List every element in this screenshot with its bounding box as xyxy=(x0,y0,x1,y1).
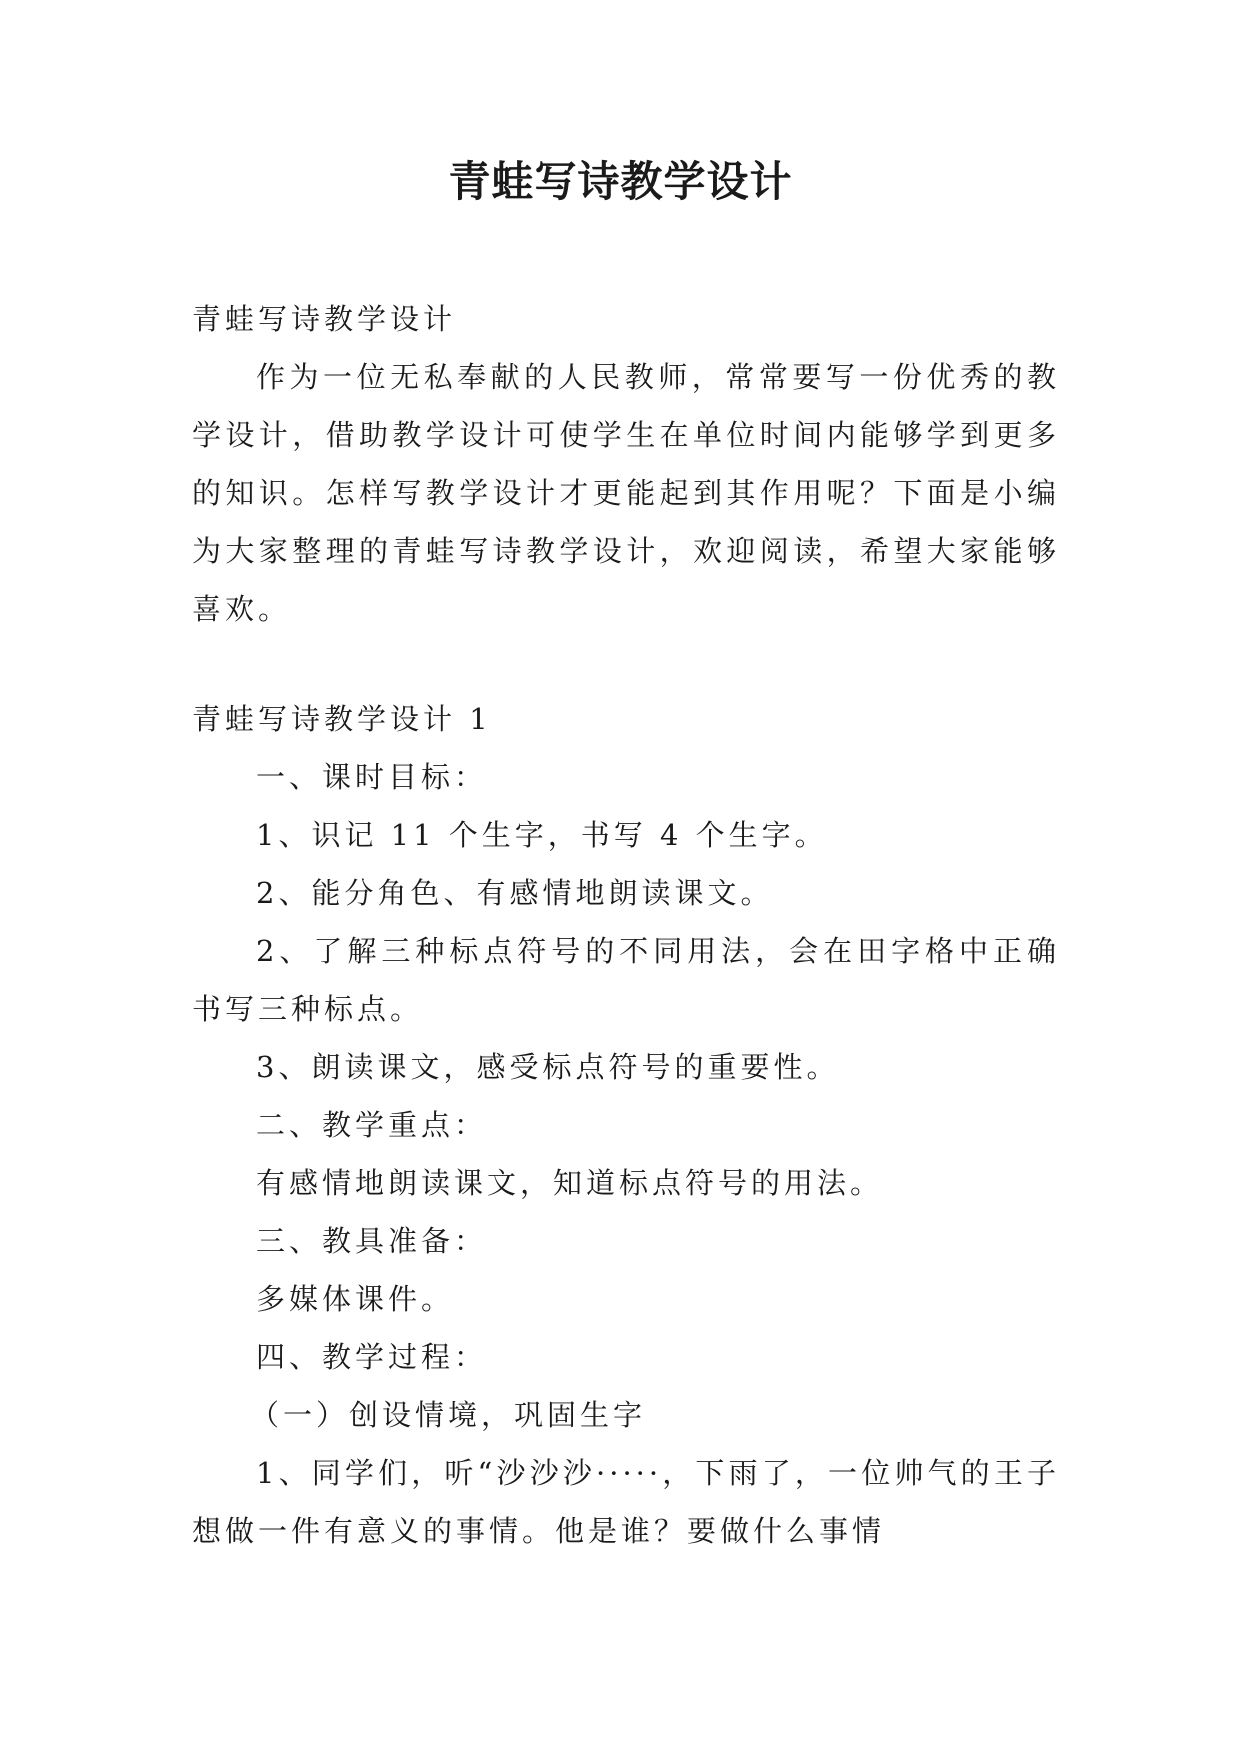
document-body xyxy=(192,290,1060,1560)
process-step-1-heading: （一）创设情境，巩固生字 xyxy=(250,1398,647,1432)
heading-teaching-focus: 二、教学重点： xyxy=(256,1108,488,1142)
document-title: 青蛙写诗教学设计 xyxy=(448,157,793,206)
heading-teaching-process: 四、教学过程： xyxy=(256,1340,488,1374)
process-step-1-text: 1、同学们，听“沙沙沙·····，下雨了，一位帅气的王子想做一件有意义的事情。他是谁？要做什么事情 xyxy=(192,1456,1060,1548)
section-heading: 青蛙写诗教学设计 1 xyxy=(192,702,492,736)
objective-item-1: 1、识记 11 个生字，书写 4 个生字。 xyxy=(256,818,828,852)
intro-paragraph: 作为一位无私奉献的人民教师，常常要写一份优秀的教学设计，借助教学设计可使学生在单位时间内能够学到更多的知识。怎样写教学设计才更能起到其作用呢？下面是小编为大家整理的青蛙写诗教学设计，欢迎阅读，希望大家能够喜欢。 xyxy=(192,360,1060,626)
section-gap xyxy=(192,638,1060,690)
objective-item-4: 3、朗读课文，感受标点符号的重要性。 xyxy=(256,1050,840,1084)
objective-item-3: 2、了解三种标点符号的不同用法，会在田字格中正确书写三种标点。 xyxy=(192,934,1060,1026)
objective-item-2: 2、能分角色、有感情地朗读课文。 xyxy=(256,876,774,910)
intro-heading: 青蛙写诗教学设计 xyxy=(192,302,457,336)
heading-lesson-objectives: 一、课时目标： xyxy=(256,760,488,794)
teaching-aids-text: 多媒体课件。 xyxy=(256,1282,455,1316)
heading-teaching-aids: 三、教具准备： xyxy=(256,1224,488,1258)
teaching-focus-text: 有感情地朗读课文，知道标点符号的用法。 xyxy=(256,1166,884,1200)
